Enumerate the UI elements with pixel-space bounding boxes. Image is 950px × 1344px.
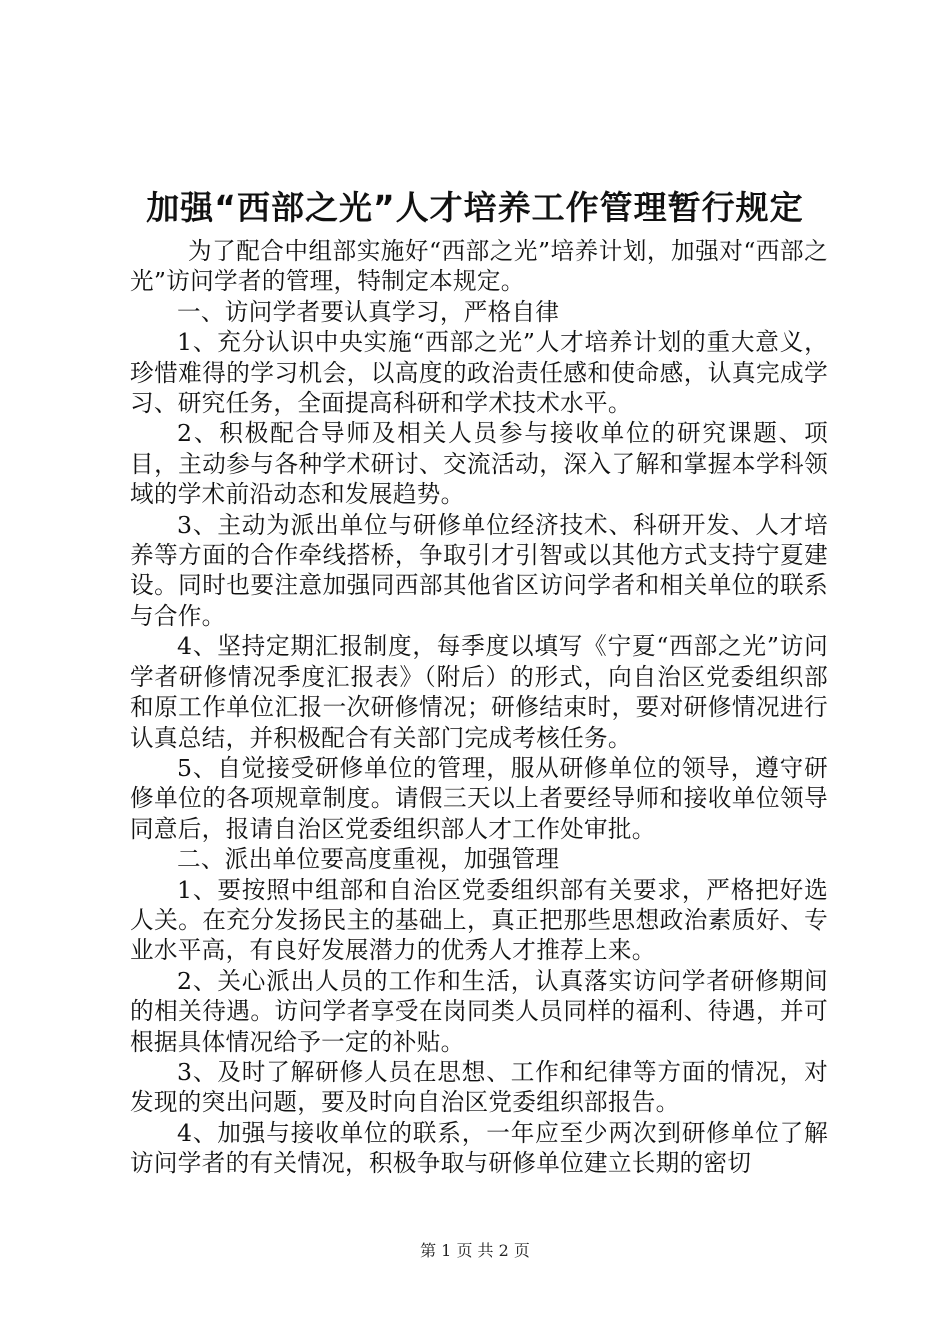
paragraph: 2、积极配合导师及相关人员参与接收单位的研究课题、项目，主动参与各种学术研讨、交流活动，深入了解和掌握本学科领域的学术前沿动态和发展趋势。: [130, 419, 828, 509]
paragraph: 4、加强与接收单位的联系，一年应至少两次到研修单位了解访问学者的有关情况，积极争取与研修单位建立长期的密切: [130, 1118, 828, 1178]
section-heading-1: 一、访问学者要认真学习，严格自律: [177, 297, 560, 326]
document-body: [130, 236, 828, 1179]
page-number: 第 1 页 共 2 页: [420, 1241, 530, 1260]
paragraph: 3、主动为派出单位与研修单位经济技术、科研开发、人才培养等方面的合作牵线搭桥，争取引才引智或以其他方式支持宁夏建设。同时也要注意加强同西部其他省区访问学者和相关单位的联系与合作。: [130, 510, 828, 630]
paragraph: 1、充分认识中央实施“西部之光”人才培养计划的重大意义，珍惜难得的学习机会，以高度的政治责任感和使命感，认真完成学习、研究任务，全面提高科研和学术技术水平。: [130, 328, 828, 418]
paragraph-intro: 为了配合中组部实施好“西部之光”培养计划，加强对“西部之光”访问学者的管理，特制定本规定。: [130, 237, 828, 296]
document-title: 加强“西部之光”人才培养工作管理暂行规定: [146, 188, 804, 227]
paragraph: 5、自觉接受研修单位的管理，服从研修单位的领导，遵守研修单位的各项规章制度。请假三天以上者要经导师和接收单位领导同意后，报请自治区党委组织部人才工作处审批。: [130, 753, 828, 843]
paragraph: 3、及时了解研修人员在思想、工作和纪律等方面的情况，对发现的突出问题，要及时向自治区党委组织部报告。: [130, 1057, 828, 1117]
section-heading-2: 二、派出单位要高度重视，加强管理: [177, 845, 560, 874]
paragraph: 4、坚持定期汇报制度，每季度以填写《宁夏“西部之光”访问学者研修情况季度汇报表》（附后）的形式，向自治区党委组织部和原工作单位汇报一次研修情况；研修结束时，要对研修情况进行认真总结，并积极配合有关部门完成考核任务。: [130, 632, 828, 752]
paragraph: 1、要按照中组部和自治区党委组织部有关要求，严格把好选人关。在充分发扬民主的基础上，真正把那些思想政治素质好、专业水平高，有良好发展潜力的优秀人才推荐上来。: [130, 875, 828, 965]
paragraph: 2、关心派出人员的工作和生活，认真落实访问学者研修期间的相关待遇。访问学者享受在岗同类人员同样的福利、待遇，并可根据具体情况给予一定的补贴。: [130, 966, 828, 1056]
